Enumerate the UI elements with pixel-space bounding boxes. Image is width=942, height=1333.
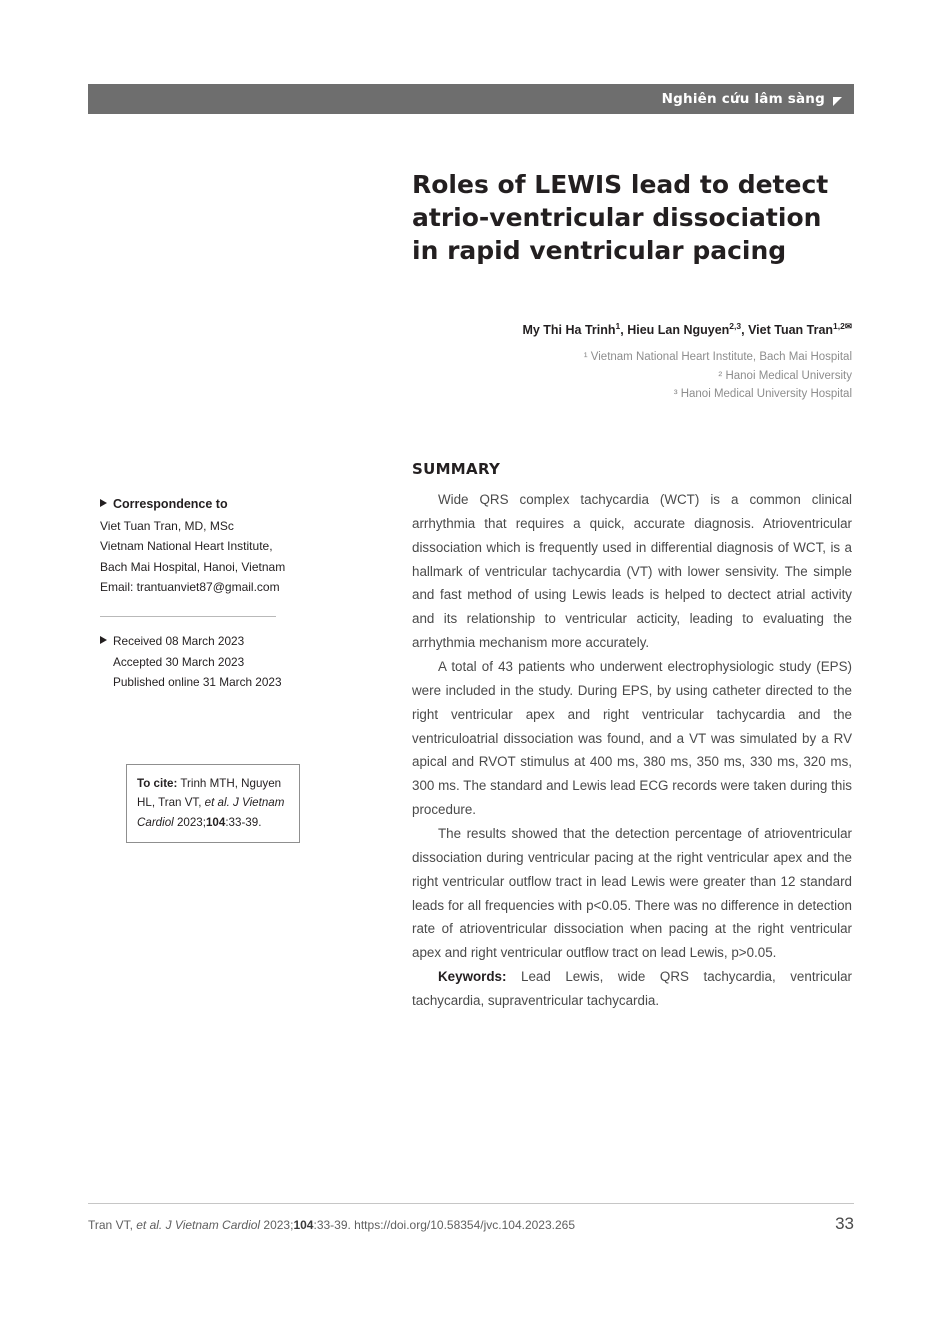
author-list-text: My Thi Ha Trinh$^1$, Hieu Lan Nguyen$^{2,3}$, Viet Tuan Tran$^{1,2✉}$: [522, 321, 852, 338]
summary-heading: SUMMARY: [412, 460, 501, 478]
page-title: Roles of LEWIS lead to detect atrio-ventricular dissociation in rapid ventricular pacing: [412, 170, 829, 265]
footer-citation-mid: 2023;: [260, 1218, 294, 1232]
cite-pages: :33-39.: [225, 815, 262, 829]
cite-authors: Trinh MTH, Nguyen HL,: [137, 777, 282, 810]
abstract-paragraph-2: A total of 43 patients who underwent electrophysiologic study (EPS) were included in the study. During EPS, by using catheter directed to the right ventricular apex and right ventricular tachycardia and the ventriculoatrial dissociation was found, and a VT was simulated by a RV apical and RVOT stimulus at 400 ms, 380 ms, 350 ms, 330 ms, 320 ms, 300 ms. The standard and Lewis lead ECG records were taken during this procedure.: [412, 659, 852, 818]
keywords-label: Keywords:: [438, 969, 507, 985]
abstract-paragraph-3: The results showed that the detection percentage of atrioventricular dissociation during ventricular pacing at the right ventricular apex and the right ventricular outflow tract in lead Lewis were greater than 12 standard leads for all frequencies with p<0.05. There was no difference in detection rate of atrioventricular dissociation when pacing at the right ventricular apex and right ventricular outflow tract on lead Lewis, p>0.05.: [412, 826, 852, 961]
correspondence-heading: Correspondence to: [113, 497, 228, 511]
footer-citation-prefix: Tran VT,: [88, 1218, 137, 1232]
correspondence-heading-row: [100, 494, 305, 516]
footer-citation-journal: et al. J Vietnam Cardiol: [136, 1218, 261, 1232]
cite-label: To cite:: [137, 777, 178, 790]
affiliation-3: ³ Hanoi Medical University Hospital: [673, 388, 852, 401]
correspondence-line-2: Vietnam National Heart Institute,: [100, 539, 273, 554]
page-number: 33: [835, 1214, 854, 1233]
cite-box: [126, 764, 300, 843]
date-received-row: [100, 631, 305, 652]
cite-year: 2023;: [176, 815, 206, 829]
cite-volume: 104: [205, 815, 226, 829]
cite-author-2: Tran VT,: [158, 796, 205, 810]
author-list: [412, 320, 852, 340]
correspondence-email[interactable]: Email: trantuanviet87@gmail.com: [100, 580, 280, 595]
triangle-bullet-icon: [100, 499, 107, 507]
keywords-paragraph: [412, 965, 852, 1013]
correspondence-line-1: Viet Tuan Tran, MD, MSc: [100, 518, 234, 533]
footer-divider: [88, 1203, 854, 1204]
footer-citation: [88, 1218, 575, 1232]
date-published: Published online 31 March 2023: [113, 675, 282, 690]
correspondence-block: [100, 494, 305, 598]
keywords-text: Lead Lewis, wide QRS tachycardia, ventricular tachycardia, supraventricular tachycardia.: [412, 969, 852, 1009]
date-accepted: Accepted 30 March 2023: [113, 654, 245, 669]
footer-citation-volume: 104: [293, 1218, 314, 1232]
header-triangle-icon: [833, 97, 842, 106]
running-header-band: [88, 84, 854, 114]
affiliation-2: ² Hanoi Medical University: [718, 369, 852, 382]
running-header-text: Nghiên cứu lâm sàng: [661, 91, 825, 107]
sidebar-divider: [100, 616, 276, 617]
correspondence-line-3: Bach Mai Hospital, Hanoi, Vietnam: [100, 559, 286, 574]
date-received: Received 08 March 2023: [113, 634, 245, 648]
triangle-bullet-icon-2: [100, 636, 107, 644]
abstract-body: [412, 488, 852, 1013]
sidebar-metadata: [100, 494, 305, 693]
footer-citation-suffix[interactable]: :33-39. https://doi.org/10.58354/jvc.104.2023.265: [313, 1218, 576, 1232]
affiliation-list: [412, 348, 852, 404]
abstract-paragraph-1: Wide QRS complex tachycardia (WCT) is a common clinical arrhythmia that requires a quick, accurate diagnosis. Atrioventricular dissociation which is frequently used in differential diagnosis of WCT, is a hallmark of ventricular tachycardia (VT) with lower sensivity. The simple and fast method of using Lewis leads is helped to dectect atrial activity and its relationship to ventricular acticity, leading to evaluating the arrhythmia mechanism more accurately.: [412, 492, 852, 651]
affiliation-1: ¹ Vietnam National Heart Institute, Bach Mai Hospital: [583, 351, 852, 363]
cite-journal: et al. J Vietnam Cardiol: [137, 796, 285, 829]
dates-block: [100, 631, 305, 693]
